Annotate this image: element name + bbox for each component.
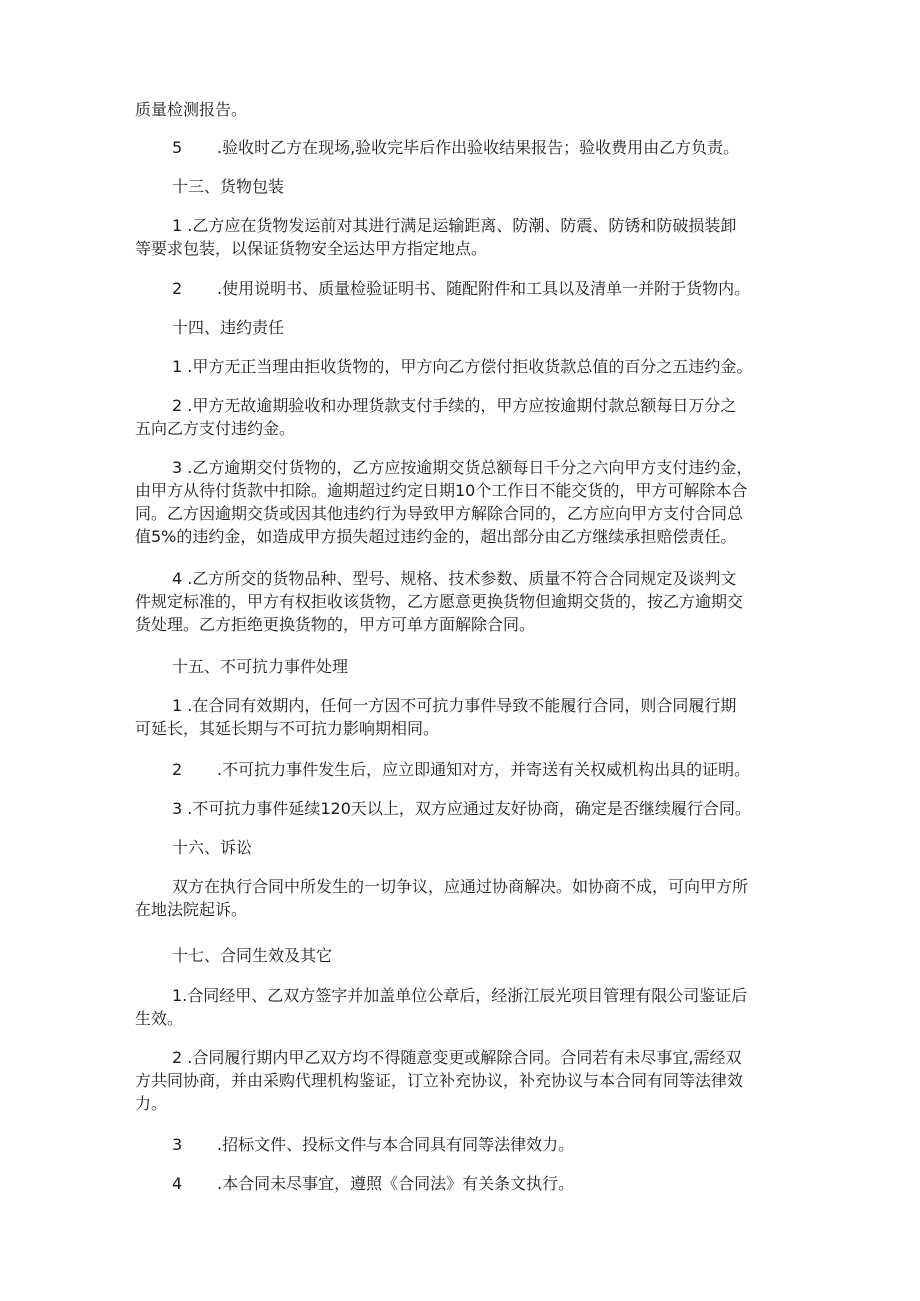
paragraph-effect-3 xyxy=(135,1133,800,1156)
paragraph-effect-1 xyxy=(135,984,800,1030)
text-line: 力。 xyxy=(135,1094,168,1113)
section-heading-17 xyxy=(135,944,800,967)
text-line: 2 .合同履行期内甲乙双方均不得随意变更或解除合同。合同若有未尽事宜,需经双 xyxy=(172,1048,742,1067)
text-line: 五向乙方支付违约金。 xyxy=(135,419,296,438)
paragraph-packaging-2 xyxy=(135,277,800,300)
text-line: 件规定标准的，甲方有权拒收该货物，乙方愿意更换货物但逾期交货的，按乙方逾期交 xyxy=(135,592,744,611)
heading-text: 十七、合同生效及其它 xyxy=(172,946,333,965)
text-line: 1 .甲方无正当理由拒收货物的，甲方向乙方偿付拒收货款总值的百分之五违约金。 xyxy=(172,357,753,376)
item-number: 5 xyxy=(172,138,183,157)
text-line: 同。乙方因逾期交货或因其他违约行为导致甲方解除合同的，乙方应向甲方支付合同总 xyxy=(135,504,744,523)
text-line: 4 .乙方所交的货物品种、型号、规格、技术参数、质量不符合合同规定及谈判文 xyxy=(172,569,737,588)
text-line: 可延长，其延长期与不可抗力影响期相同。 xyxy=(135,719,440,738)
paragraph-liability-4 xyxy=(135,567,800,636)
text-line: 值5%的违约金，如造成甲方损失超过违约金的，超出部分由乙方继续承担赔偿责任。 xyxy=(135,527,737,546)
text-line: 双方在执行合同中所发生的一切争议，应通过协商解决。如协商不成，可向甲方所 xyxy=(172,877,749,896)
text-line: 由甲方从待付货款中扣除。逾期超过约定日期10个工作日不能交货的，甲方可解除本合 xyxy=(135,481,748,500)
text-line: 3 .不可抗力事件延续120天以上，双方应通过友好协商，确定是否继续履行合同。 xyxy=(172,799,751,818)
paragraph-packaging-1 xyxy=(135,214,800,260)
section-heading-13 xyxy=(135,175,800,198)
text-line: 2 .甲方无故逾期验收和办理货款支付手续的，甲方应按逾期付款总额每日万分之 xyxy=(172,396,737,415)
text-line xyxy=(135,136,800,159)
paragraph-liability-2 xyxy=(135,394,800,440)
text-line: 1 .乙方应在货物发运前对其进行满足运输距离、防潮、防震、防锈和防破损装卸 xyxy=(172,216,737,235)
item-number: 4 xyxy=(172,1174,183,1193)
text-line: 货处理。乙方拒绝更换货物的，甲方可单方面解除合同。 xyxy=(135,615,536,634)
item-number: 2 xyxy=(172,760,183,779)
text-line: 1 .在合同有效期内，任何一方因不可抗力事件导致不能履行合同，则合同履行期 xyxy=(172,696,737,715)
text-line: 等要求包装，以保证货物安全运达甲方指定地点。 xyxy=(135,239,488,258)
paragraph-quality-report xyxy=(135,98,800,121)
section-heading-16 xyxy=(135,836,800,859)
item-number: 3 xyxy=(172,1135,183,1154)
item-number: 2 xyxy=(172,279,183,298)
text-line: 1.合同经甲、乙双方签字并加盖单位公章后，经浙江辰光项目管理有限公司鉴证后 xyxy=(172,986,748,1005)
paragraph-force-majeure-3 xyxy=(135,797,800,820)
item-text: .招标文件、投标文件与本合同具有同等法律效力。 xyxy=(217,1135,575,1154)
item-text: .本合同未尽事宜，遵照《合同法》有关条文执行。 xyxy=(217,1174,575,1193)
paragraph-liability-1 xyxy=(135,355,800,378)
text-line xyxy=(135,277,800,300)
heading-text: 十六、诉讼 xyxy=(172,838,253,857)
paragraph-effect-4 xyxy=(135,1172,800,1195)
item-text: .不可抗力事件发生后，应立即通知对方，并寄送有关权威机构出具的证明。 xyxy=(217,760,751,779)
text-line: 生效。 xyxy=(135,1009,184,1028)
paragraph-force-majeure-2 xyxy=(135,758,800,781)
text-line xyxy=(135,1133,800,1156)
item-text: .验收时乙方在现场,验收完毕后作出验收结果报告；验收费用由乙方负责。 xyxy=(217,138,740,157)
text-line: 方共同协商，并由采购代理机构鉴证，订立补充协议，补充协议与本合同有同等法律效 xyxy=(135,1071,744,1090)
paragraph-acceptance-5 xyxy=(135,136,800,159)
text-line: 质量检测报告。 xyxy=(135,100,248,119)
text-line: 3 .乙方逾期交付货物的，乙方应按逾期交货总额每日千分之六向甲方支付违约金， xyxy=(172,458,753,477)
heading-text: 十五、不可抗力事件处理 xyxy=(172,657,349,676)
paragraph-force-majeure-1 xyxy=(135,694,800,740)
item-text: .使用说明书、质量检验证明书、随配附件和工具以及清单一并附于货物内。 xyxy=(217,279,751,298)
heading-text: 十四、违约责任 xyxy=(172,318,285,337)
paragraph-liability-3 xyxy=(135,456,800,548)
paragraph-litigation xyxy=(135,875,800,921)
section-heading-14 xyxy=(135,316,800,339)
text-line xyxy=(135,1172,800,1195)
text-line xyxy=(135,758,800,781)
heading-text: 十三、货物包装 xyxy=(172,177,285,196)
paragraph-effect-2 xyxy=(135,1046,800,1115)
section-heading-15 xyxy=(135,655,800,678)
text-line: 在地法院起诉。 xyxy=(135,900,248,919)
